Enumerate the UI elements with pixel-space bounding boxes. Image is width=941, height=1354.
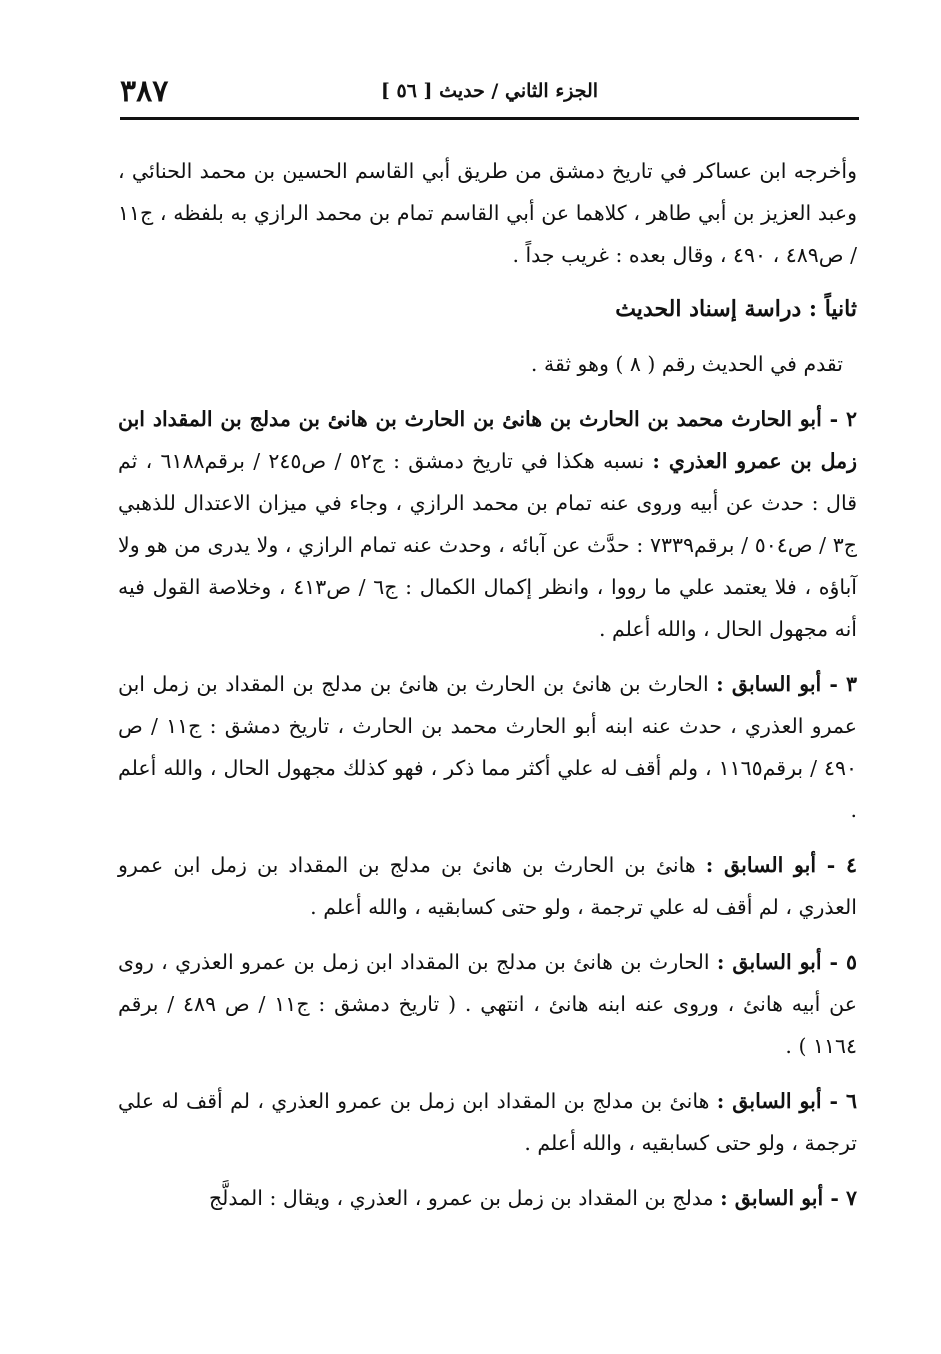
paragraph-narrator-6	[118, 1080, 857, 1164]
paragraph-text: هانئ بن الحارث بن هانئ بن مدلج بن المقداد بن زمل ابن عمرو العذري ، لم أقف له علي ترجمة ، ولو حتى كسابقيه ، والله أعلم .	[118, 853, 857, 919]
paragraph-text: الحارث بن هانئ بن الحارث بن هانئ بن مدلج بن المقداد بن زمل ابن عمرو العذري ، حدث عنه ابنه أبو الحارث محمد بن الحارث ، تاريخ دمشق : ج١١ / ص ٤٩٠ / برقم١١٦٥ ، ولم أقف له علي أكثر مما ذكر ، فهو كذلك مجهول الحال ، والله أعلم .	[118, 672, 857, 822]
paragraph-text: الحارث بن هانئ بن مدلج بن المقداد ابن زمل بن عمرو العذري ، روى عن أبيه هانئ ، وروى عنه ابنه هانئ ، انتهي . ( تاريخ دمشق : ج١١ / ص ٤٨٩ / برقم ١١٦٤ ) .	[118, 950, 857, 1058]
paragraph-text: نسبه هكذا في تاريخ دمشق : ج٥٢ / ص٢٤٥ / برقم٦١٨٨ ، ثم قال : حدث عن أبيه وروى عنه تمام بن محمد الرازي ، وجاء في ميزان الاعتدال للذهبي ج٣ / ص٥٠٤ / برقم٧٣٣٩ : حدَّث عن آبائه ، وحدث عنه تمام الرازي ، ولا يدرى من هو ولا آباؤه ، فلا يعتمد علي ما رووا ، وانظر إكمال الكمال : ج٦ / ص٤١٣ ، وخلاصة القول فيه أنه مجهول الحال ، والله أعلم .	[118, 449, 857, 641]
paragraph-narrator-4	[118, 844, 857, 928]
section-heading: ثانياً : دراسة إسناد الحديث	[615, 296, 857, 322]
paragraph-text: هانئ بن مدلج بن المقداد ابن زمل بن عمرو العذري ، لم أقف له علي ترجمة ، ولو حتى كسابقيه ، والله أعلم .	[118, 1089, 857, 1155]
narrator-name: ٥ - أبو السابق :	[716, 950, 857, 974]
narrator-name: ٧ - أبو السابق :	[720, 1186, 857, 1210]
narrator-name: ٤ - أبو السابق :	[705, 853, 857, 877]
narrator-name: ٦ - أبو السابق :	[716, 1089, 857, 1113]
header-rule	[120, 117, 859, 120]
page-header	[120, 70, 859, 116]
narrator-name: ٢ - أبو الحارث محمد بن الحارث بن هانئ بن الحارث بن هانئ بن مدلج بن المقداد ابن زمل بن عمرو العذري :	[118, 407, 857, 473]
paragraph-takhrij	[118, 150, 857, 276]
narrator-name: ٣ - أبو السابق :	[716, 672, 857, 696]
paragraph-narrator-2	[118, 398, 857, 650]
page-body	[118, 150, 857, 1232]
paragraph-narrator-1	[118, 343, 857, 385]
paragraph-narrator-7	[118, 1177, 857, 1219]
running-head: الجزء الثاني / حديث [ ٥٦ ]	[380, 80, 599, 102]
paragraph-text: وأخرجه ابن عساكر في تاريخ دمشق من طريق أبي القاسم الحسين بن محمد الحنائي ، وعبد العزيز بن أبي طاهر ، كلاهما عن أبي القاسم تمام بن محمد الرازي به بلفظه ، ج١١ / ص٤٨٩ ، ٤٩٠ ، وقال بعده : غريب جداً .	[118, 159, 857, 267]
paragraph-text: تقدم في الحديث رقم ( ٨ ) وهو ثقة .	[530, 352, 843, 376]
paragraph-narrator-3	[118, 663, 857, 831]
paragraph-narrator-5	[118, 941, 857, 1067]
page-number: ٣٨٧	[120, 74, 169, 109]
paragraph-text: مدلج بن المقداد بن زمل بن عمرو ، العذري ، ويقال : المدلَّج	[208, 1186, 721, 1210]
